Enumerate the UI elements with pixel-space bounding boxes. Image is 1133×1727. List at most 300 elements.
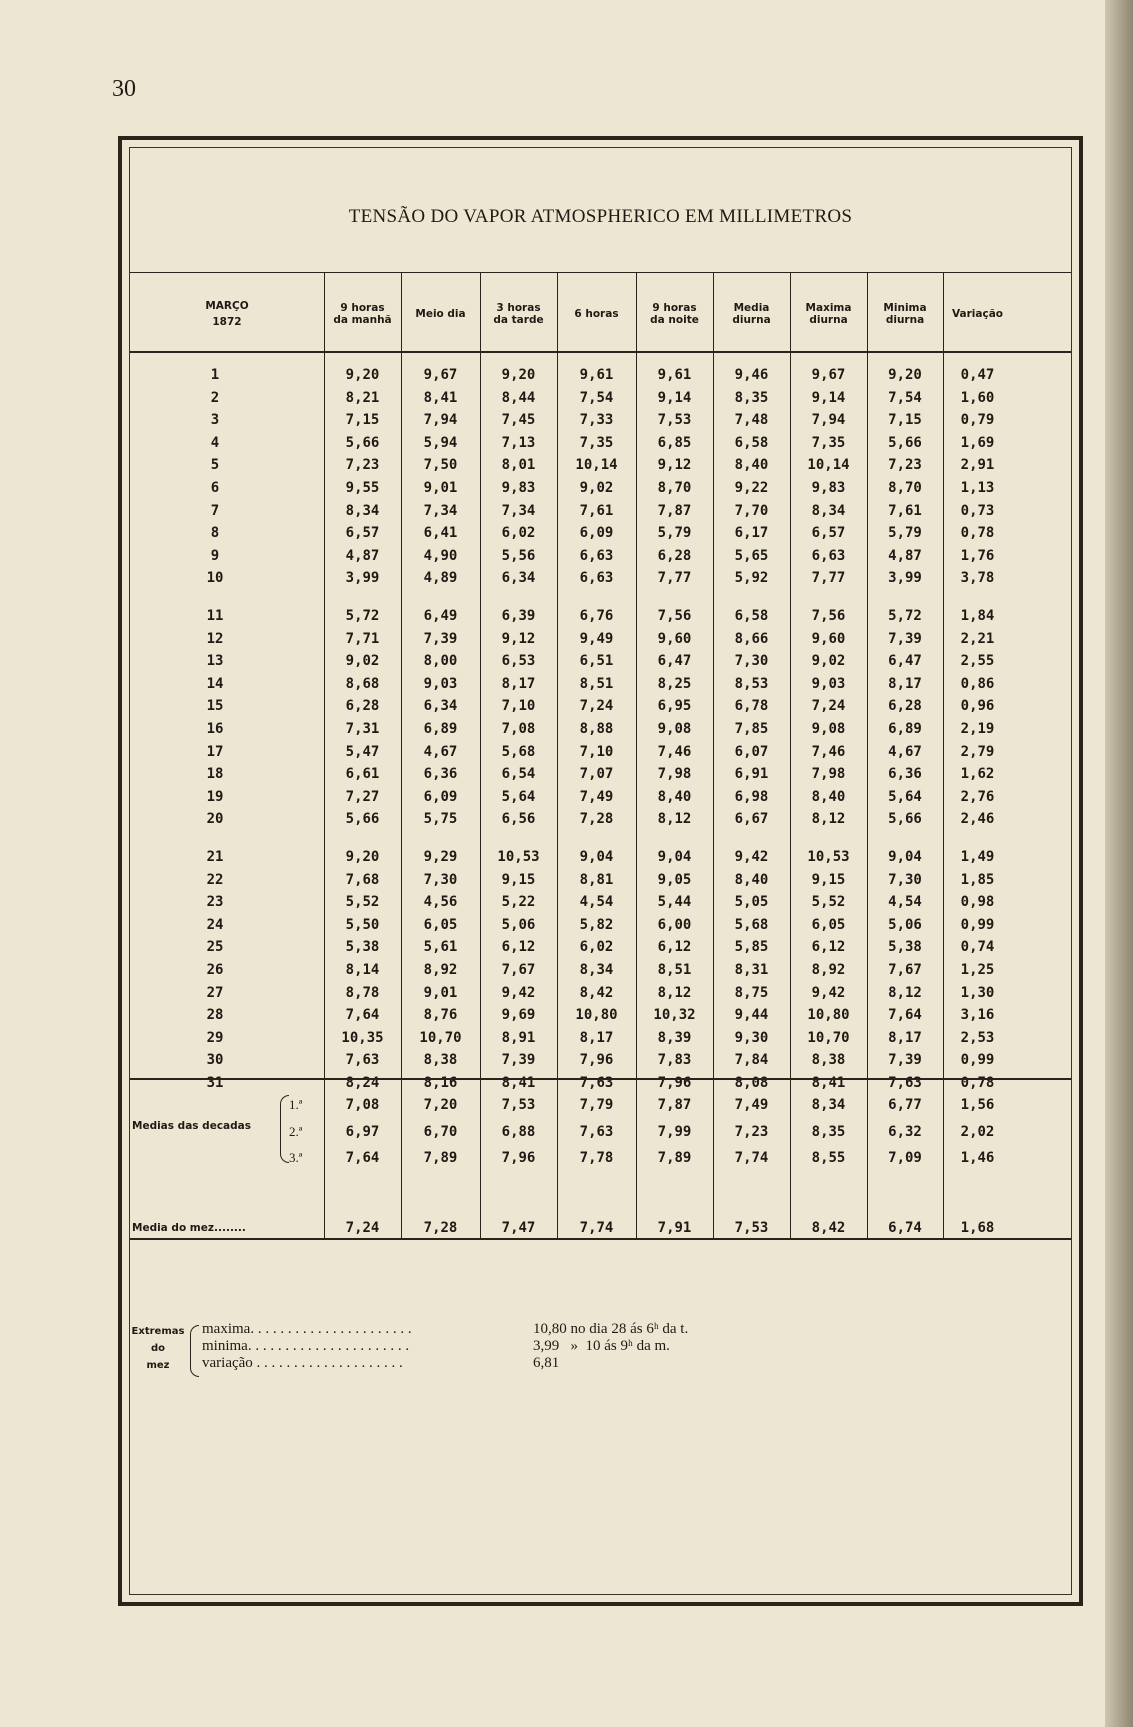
day-row-value: 6,63 [579,547,614,564]
day-row-value: 1,69 [960,434,995,451]
day-row-value: 6,39 [501,608,536,624]
day-row-value: 5,66 [345,434,380,451]
day-row-value: 8,00 [423,653,458,670]
day-row-value: 6,98 [734,788,769,805]
day-row-value: 6,58 [734,434,769,451]
decade-mean-row-value: 7,78 [579,1150,614,1167]
extreme-name: minima. . . . . . . . . . . . . . . . . . . . . . [202,1338,410,1354]
day-row-value: 7,67 [501,962,536,978]
bottom-rule [130,1238,1071,1240]
day-row-value: 1,84 [960,608,995,624]
decade-mean-row-value: 7,79 [579,1097,614,1113]
day-row-value: 8,35 [734,389,769,406]
day-row-value: 7,64 [888,1007,922,1024]
day-row-value: 6,49 [423,608,458,624]
day-row-value: 7,96 [579,1052,614,1069]
day-row-value: 3,78 [960,570,995,587]
day-row-value: 6,05 [811,916,846,933]
day-row-value: 8,34 [579,962,614,978]
day-row-value: 9,05 [657,871,692,888]
decade-brace [280,1095,289,1163]
day-row-value: 6,36 [423,766,458,783]
day-row-value: 8,42 [579,984,614,1001]
month-header [130,278,324,350]
day-row-value: 9,02 [579,480,614,496]
day-row-value: 7,39 [888,630,922,647]
day-row-value: 7,35 [811,434,846,451]
day-number: 31 [206,1075,224,1091]
day-row-value: 8,14 [345,962,380,978]
day-row-value: 5,22 [501,894,536,911]
day-row-value: 8,08 [734,1075,769,1091]
day-row-value: 9,42 [501,984,536,1001]
day-row-value: 7,15 [888,412,922,429]
day-row-value: 9,12 [501,630,536,647]
header-bottom-rule [130,351,1071,353]
decade-mean-row-value: 7,89 [423,1150,458,1167]
day-row-value: 2,46 [960,811,995,828]
day-row-value: 5,52 [811,894,846,911]
day-number: 17 [206,743,224,760]
day-row-value: 7,30 [888,871,922,888]
day-row-value: 7,67 [888,962,922,978]
day-row-value: 8,92 [811,962,846,978]
day-row-value: 10,32 [653,1007,696,1024]
day-row-value: 7,98 [811,766,846,783]
day-row-value: 7,39 [423,630,458,647]
column-header: 3 horas da tarde [493,302,544,326]
day-row-value: 5,82 [579,916,614,933]
decade-mean-row-value: 7,23 [734,1123,769,1140]
day-number: 23 [206,894,224,911]
day-row-value: 5,79 [888,525,922,542]
decade-mean-row-value: 2,02 [960,1123,995,1140]
decade-mean-row-value: 7,96 [501,1150,536,1167]
day-row-value: 7,10 [579,743,614,760]
extreme-value: 10,80 no dia 28 ás 6ʰ da t. [533,1321,689,1337]
day-row-value: 7,23 [888,457,922,474]
day-row-value: 6,05 [423,916,458,933]
day-row-value: 6,57 [345,525,380,542]
day-row-value: 8,34 [345,502,380,519]
day-row-value: 8,70 [888,480,922,496]
day-row-value: 0,99 [960,1052,995,1069]
day-row-value: 7,54 [579,389,614,406]
day-row-value: 7,46 [657,743,692,760]
day-row-value: 8,78 [345,984,380,1001]
day-number: 3 [210,412,220,429]
day-row-value: 8,70 [657,480,692,496]
month-label: MARÇO [205,300,249,312]
day-row-value: 6,28 [345,698,380,715]
day-row-value: 9,02 [345,653,380,670]
day-row-value: 7,23 [345,457,380,474]
day-number: 18 [206,766,224,783]
day-number: 26 [206,962,224,978]
day-row-value: 6,63 [811,547,846,564]
day-row-value: 7,77 [811,570,846,587]
month-mean-row-value: 7,53 [734,1220,769,1236]
day-row-value: 6,67 [734,811,769,828]
day-row-value: 9,42 [811,984,846,1001]
day-row-value: 7,56 [811,608,846,624]
decade-mean-row-value: 7,74 [734,1150,769,1167]
month-mean-row-value: 1,68 [960,1220,995,1236]
means-rule [130,1078,1071,1080]
day-row-value: 7,13 [501,434,536,451]
day-row-value: 0,78 [960,525,995,542]
day-row-value: 8,01 [501,457,536,474]
extremes-label [128,1323,188,1374]
month-mean-row-value: 7,91 [657,1220,692,1236]
day-row-value: 6,89 [423,721,458,737]
day-row-value: 2,79 [960,743,995,760]
day-row-value: 5,61 [423,939,458,956]
decade-mean-row-value: 7,99 [657,1123,692,1140]
day-row-value: 4,54 [888,894,922,911]
day-row-value: 6,85 [657,434,692,451]
day-row-value: 8,40 [657,788,692,805]
day-row-value: 10,70 [419,1029,462,1046]
day-row-value: 1,49 [960,849,995,865]
day-row-value: 9,42 [734,849,769,865]
day-row-value: 5,64 [501,788,536,805]
day-row-value: 7,35 [579,434,614,451]
day-row-value: 2,19 [960,721,995,737]
decade-mean-row-value: 1,56 [960,1097,995,1113]
day-row-value: 6,58 [734,608,769,624]
decade-mean-row-value: 7,49 [734,1097,769,1113]
column-header: 6 horas [574,308,619,320]
day-row-value: 7,31 [345,721,380,737]
day-row-value: 6,47 [657,653,692,670]
day-row-value: 5,94 [423,434,458,451]
day-row-value: 8,17 [888,675,922,692]
month-mean-row-value: 6,74 [888,1220,922,1236]
day-row-value: 9,61 [579,367,614,383]
decade-mean-row-value: 7,09 [888,1150,922,1167]
day-row-value: 2,55 [960,653,995,670]
day-row-value: 8,44 [501,389,536,406]
day-row-value: 9,15 [811,871,846,888]
day-row-value: 7,85 [734,721,769,737]
day-row-value: 9,20 [345,367,380,383]
decade-mean-row-value: 6,77 [888,1097,922,1113]
day-number: 10 [206,570,224,587]
day-row-value: 7,83 [657,1052,692,1069]
day-row-value: 7,63 [888,1075,922,1091]
day-row-value: 6,41 [423,525,458,542]
day-row-value: 9,14 [811,389,846,406]
day-row-value: 7,50 [423,457,458,474]
day-row-value: 6,17 [734,525,769,542]
day-row-value: 10,80 [807,1007,850,1024]
day-row-value: 7,07 [579,766,614,783]
day-row-value: 5,66 [888,811,922,828]
day-row-value: 5,66 [345,811,380,828]
decade-mean-row-value: 6,88 [501,1123,536,1140]
day-row-value: 9,20 [888,367,922,383]
day-row-value: 5,56 [501,547,536,564]
day-row-value: 9,14 [657,389,692,406]
day-row-value: 5,65 [734,547,769,564]
day-row-value: 7,77 [657,570,692,587]
month-mean-row-value: 7,24 [345,1220,380,1236]
extreme-value: 6,81 [533,1355,560,1371]
day-row-value: 0,99 [960,916,995,933]
day-row-value: 1,60 [960,389,995,406]
day-row-value: 8,25 [657,675,692,692]
day-number: 9 [210,547,220,564]
day-row-value: 6,36 [888,766,922,783]
extremes-label-line: do [150,1343,166,1354]
day-row-value: 5,44 [657,894,692,911]
day-row-value: 6,76 [579,608,614,624]
day-row-value: 7,64 [345,1007,380,1024]
day-row-value: 2,21 [960,630,995,647]
day-row-value: 7,61 [579,502,614,519]
day-row-value: 9,83 [811,480,846,496]
day-row-value: 6,34 [501,570,536,587]
month-mean-row-value: 8,42 [811,1220,846,1236]
day-row-value: 5,50 [345,916,380,933]
day-row-value: 8,12 [888,984,922,1001]
table-inner-frame [129,147,1072,1595]
decade-mean-row-value: 8,34 [811,1097,846,1113]
page-edge [1105,0,1133,1727]
day-row-value: 7,49 [579,788,614,805]
day-row-value: 10,14 [575,457,618,474]
day-row-value: 7,54 [888,389,922,406]
day-row-value: 6,95 [657,698,692,715]
day-row-value: 9,02 [811,653,846,670]
day-row-value: 0,98 [960,894,995,911]
day-row-value: 5,75 [423,811,458,828]
day-row-value: 8,17 [579,1029,614,1046]
decade-mean-row-value: 7,89 [657,1150,692,1167]
day-row-value: 8,24 [345,1075,380,1091]
day-row-value: 6,57 [811,525,846,542]
day-row-value: 8,40 [811,788,846,805]
day-row-value: 1,62 [960,766,995,783]
day-number: 7 [210,502,220,519]
day-row-value: 9,60 [811,630,846,647]
day-row-value: 8,51 [579,675,614,692]
day-row-value: 0,78 [960,1075,995,1091]
day-row-value: 6,34 [423,698,458,715]
day-row-value: 7,63 [579,1075,614,1091]
day-row-value: 6,63 [579,570,614,587]
decade-ordinal: 1.ª [289,1097,303,1112]
day-row-value: 4,67 [888,743,922,760]
day-row-value: 4,54 [579,894,614,911]
day-row-value: 6,28 [888,698,922,715]
decade-mean-row-value: 7,20 [423,1097,458,1113]
day-row-value: 7,56 [657,608,692,624]
day-row-value: 7,08 [501,721,536,737]
decade-mean-row-value: 6,97 [345,1123,380,1140]
day-row-value: 5,92 [734,570,769,587]
day-row-value: 5,72 [345,608,380,624]
day-row-value: 8,38 [811,1052,846,1069]
day-row-value: 2,91 [960,457,995,474]
day-row-value: 5,38 [888,939,922,956]
extremes-brace [190,1325,199,1377]
day-row-value: 0,47 [960,367,995,383]
day-row-value: 3,99 [888,570,922,587]
day-row-value: 1,30 [960,984,995,1001]
day-row-value: 7,96 [657,1075,692,1091]
column-header: 9 horas da noite [650,302,699,326]
day-row-value: 9,04 [657,849,692,865]
day-row-value: 8,41 [423,389,458,406]
day-row-value: 8,40 [734,871,769,888]
month-mean-row-value: 7,28 [423,1220,458,1236]
day-row-value: 7,45 [501,412,536,429]
day-row-value: 9,44 [734,1007,769,1024]
extremes-label-line: Extremas [131,1326,185,1337]
day-row-value: 7,24 [579,698,614,715]
day-row-value: 7,34 [423,502,458,519]
day-row-value: 6,09 [423,788,458,805]
day-row-value: 9,67 [423,367,458,383]
day-number: 15 [206,698,224,715]
day-row-value: 7,87 [657,502,692,519]
day-row-value: 8,17 [501,675,536,692]
day-row-value: 8,21 [345,389,380,406]
day-row-value: 6,56 [501,811,536,828]
day-number: 25 [206,939,224,956]
day-row-value: 6,91 [734,766,769,783]
day-row-value: 6,47 [888,653,922,670]
day-row-value: 8,31 [734,962,769,978]
day-row-value: 10,70 [807,1029,850,1046]
day-row-value: 10,53 [497,849,540,865]
day-number: 21 [206,849,224,865]
day-row-value: 6,02 [501,525,536,542]
day-row-value: 8,91 [501,1029,536,1046]
day-row-value: 8,41 [501,1075,536,1091]
day-row-value: 6,12 [501,939,536,956]
day-row-value: 7,94 [423,412,458,429]
day-row-value: 9,60 [657,630,692,647]
day-row-value: 10,35 [341,1029,384,1046]
day-row-value: 3,99 [345,570,380,587]
day-row-value: 8,75 [734,984,769,1001]
day-row-value: 7,68 [345,871,380,888]
day-row-value: 7,15 [345,412,380,429]
day-row-value: 4,89 [423,570,458,587]
year-label: 1872 [212,316,242,328]
day-row-value: 9,12 [657,457,692,474]
day-row-value: 6,54 [501,766,536,783]
header-top-rule [130,272,1071,273]
day-row-value: 7,46 [811,743,846,760]
day-row-value: 9,67 [811,367,846,383]
day-row-value: 9,15 [501,871,536,888]
day-row-value: 0,96 [960,698,995,715]
day-row-value: 5,38 [345,939,380,956]
day-row-value: 5,52 [345,894,380,911]
day-number: 30 [206,1052,224,1069]
day-row-value: 7,34 [501,502,536,519]
day-row-value: 7,48 [734,412,769,429]
day-number: 28 [206,1007,224,1024]
decade-mean-row-value: 7,08 [345,1097,380,1113]
day-number: 8 [210,525,220,542]
day-number: 5 [210,457,220,474]
day-row-value: 0,73 [960,502,995,519]
column-header: Variação [951,308,1004,320]
day-row-value: 7,30 [423,871,458,888]
month-mean-row-value: 7,74 [579,1220,614,1236]
day-row-value: 9,04 [579,849,614,865]
day-row-value: 9,03 [811,675,846,692]
column-header: Meio dia [415,308,466,320]
decade-mean-row-value: 7,64 [345,1150,380,1167]
day-row-value: 6,00 [657,916,692,933]
decade-ordinal: 2.ª [289,1123,303,1139]
day-row-value: 8,40 [734,457,769,474]
day-row-value: 7,70 [734,502,769,519]
day-row-value: 9,69 [501,1007,536,1024]
day-number: 27 [206,984,224,1001]
day-row-value: 0,86 [960,675,995,692]
day-row-value: 1,13 [960,480,995,496]
day-row-value: 6,09 [579,525,614,542]
day-row-value: 9,30 [734,1029,769,1046]
day-row-value: 3,16 [960,1007,995,1024]
day-row-value: 7,71 [345,630,380,647]
day-row-value: 6,02 [579,939,614,956]
day-row-value: 9,04 [888,849,922,865]
day-row-value: 10,53 [807,849,850,865]
day-row-value: 2,76 [960,788,995,805]
day-number: 29 [206,1029,224,1046]
extreme-name: variação . . . . . . . . . . . . . . . . . . . . [202,1355,403,1371]
day-row-value: 7,53 [657,412,692,429]
day-row-value: 8,92 [423,962,458,978]
day-row-value: 8,39 [657,1029,692,1046]
day-row-value: 1,25 [960,962,995,978]
day-row-value: 4,90 [423,547,458,564]
day-row-value: 9,03 [423,675,458,692]
day-row-value: 5,79 [657,525,692,542]
day-row-value: 6,12 [657,939,692,956]
day-row-value: 6,07 [734,743,769,760]
day-row-value: 7,28 [579,811,614,828]
day-row-value: 6,12 [811,939,846,956]
decade-mean-row-value: 6,32 [888,1123,922,1140]
page-number: 30 [112,76,136,102]
day-row-value: 9,20 [345,849,380,865]
day-row-value: 6,89 [888,721,922,737]
day-row-value: 5,06 [501,916,536,933]
day-row-value: 5,68 [734,916,769,933]
day-row-value: 9,49 [579,630,614,647]
day-row-value: 9,08 [811,721,846,737]
day-row-value: 9,83 [501,480,536,496]
day-row-value: 8,53 [734,675,769,692]
day-row-value: 8,12 [811,811,846,828]
day-row-value: 5,05 [734,894,769,911]
day-row-value: 9,01 [423,480,458,496]
day-row-value: 10,14 [807,457,850,474]
day-row-value: 9,55 [345,480,380,496]
day-number: 14 [206,675,224,692]
day-row-value: 7,39 [888,1052,922,1069]
day-number: 4 [210,434,220,451]
